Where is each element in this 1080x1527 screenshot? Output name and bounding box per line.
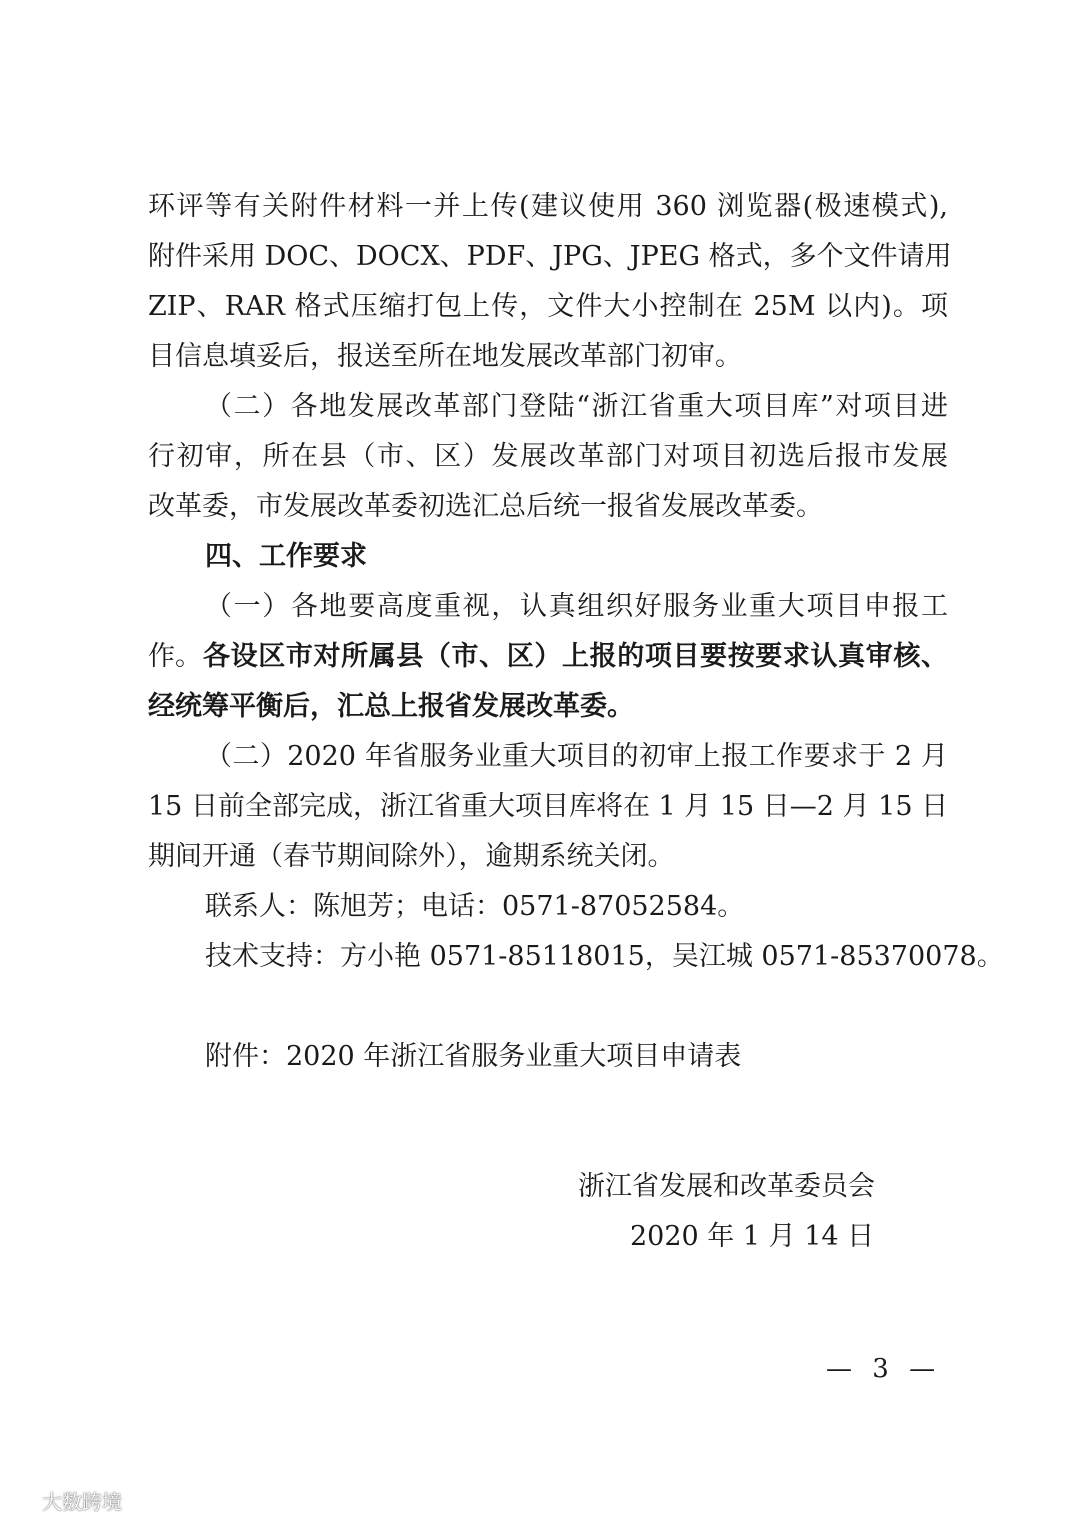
body-line-5: （二）各地发展改革部门登陆“浙江省重大项目库”对项目进 bbox=[205, 391, 948, 422]
body-line-13: 15 日前全部完成，浙江省重大项目库将在 1 月 15 日—2 月 15 日 bbox=[148, 791, 949, 822]
body-line-10a: 作。 bbox=[148, 641, 202, 672]
signature-org: 浙江省发展和改革委员会 bbox=[578, 1171, 875, 1202]
attachment-line: 附件：2020 年浙江省服务业重大项目申请表 bbox=[205, 1041, 742, 1072]
body-line-3: ZIP、RAR 格式压缩打包上传，文件大小控制在 25M 以内)。项 bbox=[148, 291, 948, 322]
body-line-2: 附件采用 DOC、DOCX、PDF、JPG、JPEG 格式，多个文件请用 bbox=[148, 241, 952, 272]
contact-line: 联系人：陈旭芳；电话：0571-87052584。 bbox=[205, 891, 745, 922]
body-line-7: 改革委，市发展改革委初选汇总后统一报省发展改革委。 bbox=[148, 491, 823, 522]
body-line-14: 期间开通（春节期间除外），逾期系统关闭。 bbox=[148, 841, 675, 872]
body-line-10b: 各设区市对所属县（市、区）上报的项目要按要求认真审核、 bbox=[203, 641, 948, 672]
tech-support-line: 技术支持：方小艳 0571-85118015，吴江城 0571-85370078。 bbox=[205, 941, 1004, 972]
body-line-9: （一）各地要高度重视，认真组织好服务业重大项目申报工 bbox=[205, 591, 948, 622]
watermark bbox=[6, 1485, 122, 1515]
watermark-text: 大数跨境 bbox=[42, 1489, 122, 1514]
body-line-11: 经统筹平衡后，汇总上报省发展改革委。 bbox=[148, 691, 634, 722]
page-number: — 3 — bbox=[826, 1354, 942, 1384]
body-line-6: 行初审，所在县（市、区）发展改革部门对项目初选后报市发展 bbox=[148, 441, 948, 472]
section-heading: 四、工作要求 bbox=[205, 541, 367, 572]
body-line-4: 目信息填妥后，报送至所在地发展改革部门初审。 bbox=[148, 341, 742, 372]
body-line-1: 环评等有关附件材料一并上传(建议使用 360 浏览器(极速模式), bbox=[148, 191, 948, 222]
body-line-12: （二）2020 年省服务业重大项目的初审上报工作要求于 2 月 bbox=[205, 741, 948, 772]
signature-date: 2020 年 1 月 14 日 bbox=[630, 1221, 875, 1252]
chat-bubble-logo-icon bbox=[6, 1489, 36, 1511]
